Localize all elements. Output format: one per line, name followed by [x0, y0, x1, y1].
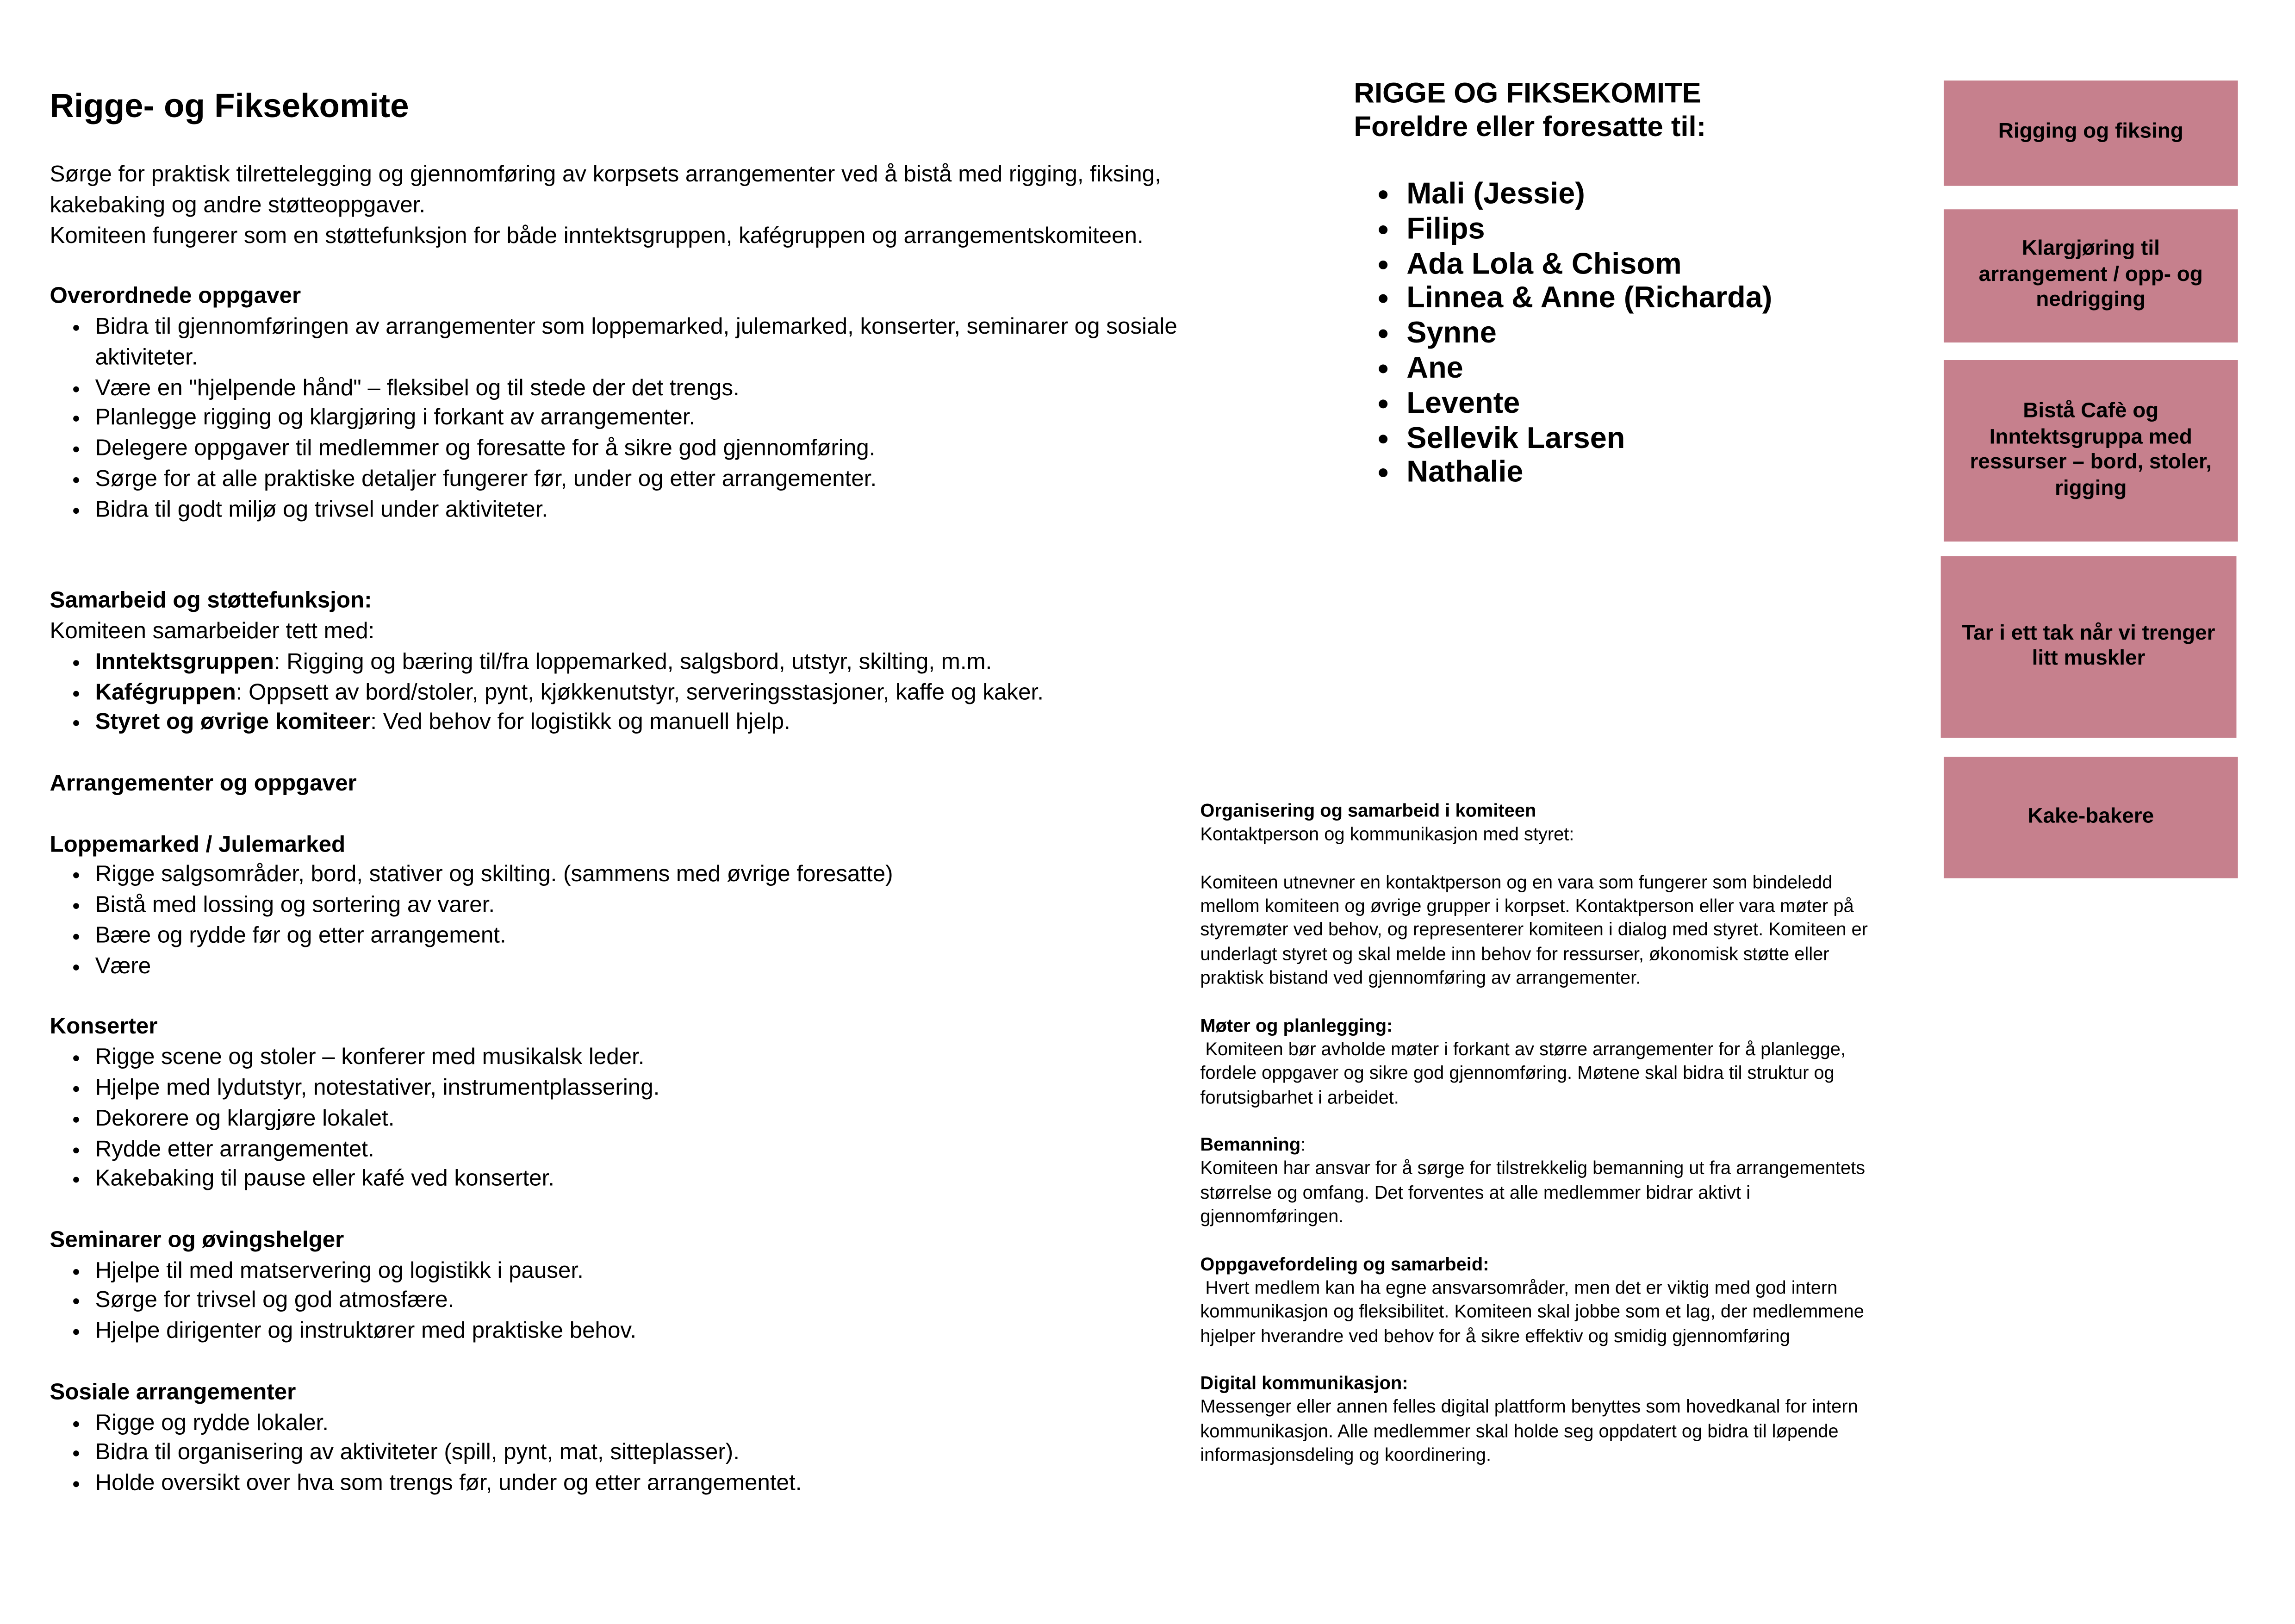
- list-item: [95, 648, 1206, 678]
- heading-text: Bemanning: [1200, 1134, 1301, 1155]
- organisation-block: [1200, 799, 1895, 1467]
- role-box: Tar i ett tak når vi trenger litt muskler: [1941, 556, 2237, 738]
- member-name: • Synne: [1406, 317, 1772, 351]
- event-task-list: [50, 861, 1206, 983]
- left-column: [50, 85, 1206, 1500]
- member-name: • Sellevik Larsen: [1406, 421, 1772, 455]
- task-list: [50, 313, 1206, 526]
- org-section-heading: [1200, 1252, 1895, 1276]
- collab-list: [50, 648, 1206, 739]
- list-item: • Bidra til godt miljø og trivsel under aktiviteter.: [95, 496, 1206, 526]
- item-label: Kafégruppen: [95, 680, 236, 705]
- list-item: • Delegere oppgaver til medlemmer og foresatte for å sikre god gjennomføring.: [95, 435, 1206, 466]
- event-heading: Konserter: [50, 1014, 158, 1040]
- section-lead: Komiteen samarbeider tett med:: [50, 619, 375, 644]
- members-list: [1354, 177, 1772, 491]
- section-heading: Overordnede oppgaver: [50, 284, 301, 309]
- role-box: Rigging og fiksing: [1944, 81, 2238, 186]
- event-heading: Sosiale arrangementer: [50, 1380, 296, 1405]
- member-name: • Nathalie: [1406, 456, 1772, 491]
- member-name: • Mali (Jessie): [1406, 177, 1772, 212]
- role-box: Klargjøring til arrangement / opp- og nedrigging: [1944, 209, 2238, 342]
- section-heading: Organisering og samarbeid i komiteen: [1200, 800, 1536, 821]
- list-item: • Sørge for at alle praktiske detaljer fungerer før, under og etter arrangementer.: [95, 466, 1206, 496]
- list-item: • Dekorere og klargjøre lokalet.: [95, 1105, 1206, 1135]
- member-name: • Levente: [1406, 386, 1772, 421]
- list-item: • Kakebaking til pause eller kafé ved konserter.: [95, 1165, 1206, 1196]
- org-section-text: Komiteen bør avholde møter i forkant av større arrangementer for å planlegge, fordele oppgaver og sikre god gjennomføring. Møtene skal bidra til struktur og forutsigbarhet i arbeidet.: [1200, 1039, 1851, 1108]
- event-task-list: [50, 1044, 1206, 1196]
- section-heading: Samarbeid og støttefunksjon:: [50, 588, 372, 614]
- item-text: : Ved behov for logistikk og manuell hjelp.: [370, 710, 790, 735]
- org-section-text: Messenger eller annen felles digital plattform benyttes som hovedkanal for intern kommunikasjon. Alle medlemmer skal holde seg oppdatert og bidra til løpende informasjonsdeling og koordinering.: [1200, 1397, 1863, 1465]
- organisation-sections: [1200, 990, 1895, 1467]
- event-task-list: [50, 1257, 1206, 1348]
- list-item: • Hjelpe dirigenter og instruktører med praktiske behov.: [95, 1318, 1206, 1348]
- list-item: • Hjelpe med lydutstyr, notestativer, instrumentplassering.: [95, 1074, 1206, 1105]
- list-item: • Hjelpe til med matservering og logistikk i pauser.: [95, 1257, 1206, 1288]
- list-item: [95, 709, 1206, 740]
- list-item: • Rydde etter arrangementet.: [95, 1135, 1206, 1166]
- list-item: • Rigge salgsområder, bord, stativer og skilting. (sammens med øvrige foresatte): [95, 861, 1206, 892]
- item-text: : Oppsett av bord/stoler, pynt, kjøkkenutstyr, serveringsstasjoner, kaffe og kaker.: [236, 680, 1044, 705]
- list-item: • Holde oversikt over hva som trengs før, under og etter arrangementet.: [95, 1470, 1206, 1500]
- section-heading: Arrangementer og oppgaver: [50, 771, 357, 796]
- item-label: Styret og øvrige komiteer: [95, 710, 371, 735]
- list-item: • Planlegge rigging og klargjøring i forkant av arrangementer.: [95, 404, 1206, 435]
- member-name: • Filips: [1406, 212, 1772, 247]
- item-label: Inntektsgruppen: [95, 649, 274, 675]
- events-list: [50, 831, 1206, 1500]
- list-item: • Bidra til organisering av aktiviteter (spill, pynt, mat, sitteplasser).: [95, 1439, 1206, 1470]
- page-title: Rigge- og Fiksekomite: [50, 86, 409, 124]
- intro-paragraph: Komiteen fungerer som en støttefunksjon for både inntektsgruppen, kafégruppen og arrangementskomiteen.: [50, 223, 1144, 249]
- section-body: Komiteen utnevner en kontaktperson og en vara som fungerer som bindeledd mellom komiteen og øvrige grupper i korpset. Kontaktperson eller vara møter på styremøter ved behov, og representerer komiteen i dialog med styret. Komiteen er underlagt styret og skal melde inn behov for ressurser, økonomisk støtte eller praktisk bistand ved gjennomføring av arrangementer.: [1200, 872, 1868, 989]
- org-section-text: Hvert medlem kan ha egne ansvarsområder, men det er viktig med god intern kommunikasjon og fleksibilitet. Komiteen skal jobbe som et lag, der medlemmene hjelper hverandre ved behov for å sikre effektiv og smidig gjennomføring: [1200, 1277, 1869, 1346]
- list-item: • Bistå med lossing og sortering av varer.: [95, 891, 1206, 922]
- org-section-heading: [1200, 1133, 1895, 1157]
- members-title: RIGGE OG FIKSEKOMITE: [1354, 77, 1701, 110]
- heading-text: Digital kommunikasjon:: [1200, 1373, 1408, 1394]
- role-box: Bistå Cafè og Inntektsgruppa med ressurser – bord, stoler, rigging: [1944, 360, 2238, 541]
- heading-text: Møter og planlegging:: [1200, 1015, 1393, 1036]
- member-name: • Linnea & Anne (Richarda): [1406, 281, 1772, 316]
- intro-paragraph: Sørge for praktisk tilrettelegging og gjennomføring av korpsets arrangementer ved å bistå med rigging, fiksing, kakebaking og andre støtteoppgaver.: [50, 162, 1161, 218]
- event-task-list: [50, 1409, 1206, 1500]
- org-section-text: Komiteen har ansvar for å sørge for tilstrekkelig bemanning ut fra arrangementets størrelse og omfang. Det forventes at alle medlemmer bidrar aktivt i gjennomføringen.: [1200, 1158, 1871, 1227]
- list-item: [95, 678, 1206, 709]
- list-item: • Bære og rydde før og etter arrangement.: [95, 922, 1206, 952]
- heading-text: Oppgavefordeling og samarbeid:: [1200, 1254, 1489, 1275]
- heading-suffix: :: [1300, 1134, 1306, 1155]
- list-item: • Sørge for trivsel og god atmosfære.: [95, 1287, 1206, 1318]
- member-name: • Ada Lola & Chisom: [1406, 247, 1772, 281]
- role-box: Kake-bakere: [1944, 757, 2238, 878]
- org-section-heading: [1200, 1014, 1895, 1038]
- list-item: • Rigge og rydde lokaler.: [95, 1409, 1206, 1440]
- list-item: • Rigge scene og stoler – konferer med musikalsk leder.: [95, 1044, 1206, 1074]
- list-item: • Være: [95, 952, 1206, 983]
- section-sub: Kontaktperson og kommunikasjon med styret:: [1200, 824, 1574, 845]
- event-heading: Loppemarked / Julemarked: [50, 832, 346, 857]
- member-name: • Ane: [1406, 351, 1772, 386]
- org-section-heading: [1200, 1372, 1895, 1396]
- list-item: • Bidra til gjennomføringen av arrangementer som loppemarked, julemarked, konserter, seminarer og sosiale aktiviteter.: [95, 313, 1206, 374]
- list-item: • Være en "hjelpende hånd" – fleksibel og til stede der det trengs.: [95, 374, 1206, 404]
- event-heading: Seminarer og øvingshelger: [50, 1228, 344, 1253]
- item-text: : Rigging og bæring til/fra loppemarked, salgsbord, utstyr, skilting, m.m.: [274, 649, 992, 675]
- members-block: [1354, 78, 1772, 491]
- members-subtitle: Foreldre eller foresatte til:: [1354, 111, 1706, 143]
